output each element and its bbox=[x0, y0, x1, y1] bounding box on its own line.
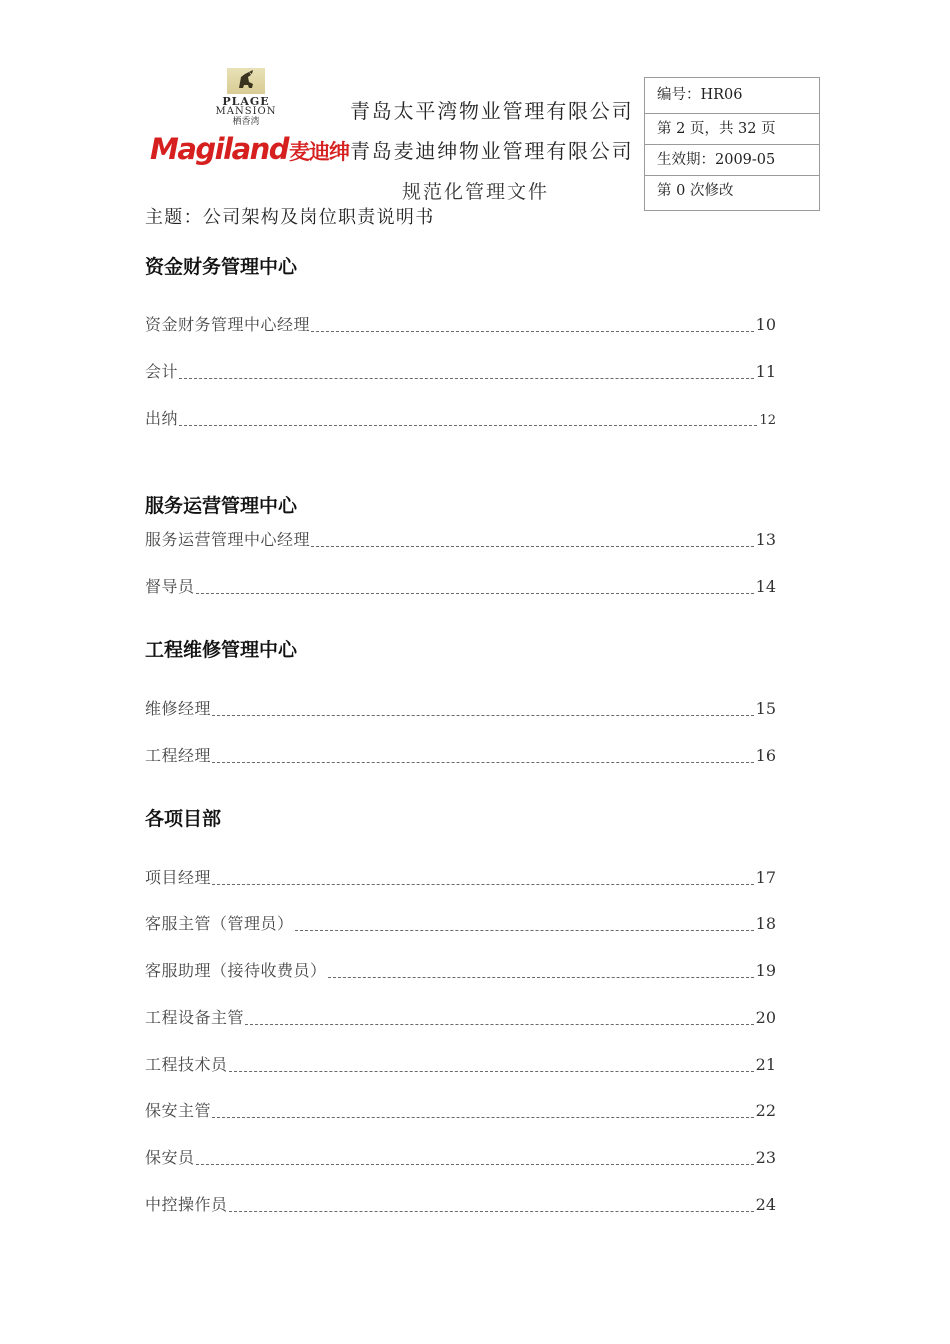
toc-entry[interactable] bbox=[145, 1193, 776, 1217]
page-count: 第 2 页，共 32 页 bbox=[645, 114, 819, 145]
magiland-logo-cn: 麦迪绅 bbox=[289, 140, 350, 164]
document-subject: 主题：公司架构及岗位职责说明书 bbox=[145, 207, 435, 228]
effective-date: 生效期：2009-05 bbox=[645, 145, 819, 176]
toc-entry-page: 20 bbox=[755, 1008, 776, 1027]
toc-entry-label: 保安主管 bbox=[145, 1101, 212, 1120]
section-title: 工程维修管理中心 bbox=[145, 639, 298, 661]
toc-entry-label: 中控操作员 bbox=[145, 1195, 228, 1214]
toc-entry-label: 工程经理 bbox=[145, 746, 212, 765]
toc-entry[interactable] bbox=[145, 1146, 776, 1170]
toc-entry[interactable] bbox=[145, 575, 776, 599]
toc-entry-page: 11 bbox=[755, 362, 776, 381]
toc-leader bbox=[212, 883, 754, 885]
toc-entry[interactable] bbox=[145, 528, 776, 552]
toc-entry[interactable] bbox=[145, 360, 776, 384]
toc-leader bbox=[212, 761, 754, 763]
toc-entry-label: 会计 bbox=[145, 362, 179, 381]
toc-entry-page: 10 bbox=[755, 315, 776, 334]
toc-entry-label: 客服主管（管理员） bbox=[145, 914, 294, 933]
toc-entry[interactable] bbox=[145, 1099, 776, 1123]
toc-entry-label: 工程技术员 bbox=[145, 1055, 228, 1074]
toc-leader bbox=[328, 976, 754, 978]
document-code: 编号：HR06 bbox=[645, 78, 819, 114]
toc-leader bbox=[196, 1163, 754, 1165]
toc-leader bbox=[179, 377, 754, 379]
toc-leader bbox=[179, 424, 757, 426]
toc-leader bbox=[229, 1210, 754, 1212]
toc-entry[interactable] bbox=[145, 1053, 776, 1077]
toc-entry-label: 资金财务管理中心经理 bbox=[145, 315, 311, 334]
plage-logo-line1: PLAGE bbox=[222, 95, 270, 108]
toc-leader bbox=[229, 1070, 754, 1072]
plage-logo-line2: MANSION bbox=[215, 106, 277, 117]
section-title: 各项目部 bbox=[145, 808, 222, 830]
toc-entry-label: 保安员 bbox=[145, 1148, 195, 1167]
toc-entry-page: 17 bbox=[755, 868, 776, 887]
toc-entry-page: 16 bbox=[755, 746, 776, 765]
document-info-box bbox=[644, 77, 820, 211]
plage-mansion-logo bbox=[200, 68, 292, 126]
toc-entry[interactable] bbox=[145, 697, 776, 721]
toc-entry-page: 18 bbox=[755, 914, 776, 933]
toc-entry-page: 21 bbox=[755, 1055, 776, 1074]
toc-entry-label: 服务运营管理中心经理 bbox=[145, 530, 311, 549]
toc-entry[interactable] bbox=[145, 866, 776, 890]
company-name-2: 青岛麦迪绅物业管理有限公司 bbox=[350, 139, 634, 163]
toc-entry[interactable] bbox=[145, 744, 776, 768]
toc-entry-page: 19 bbox=[755, 961, 776, 980]
toc-entry-page: 14 bbox=[755, 577, 776, 596]
toc-entry-page: 12 bbox=[759, 413, 776, 428]
toc-entry-label: 工程设备主管 bbox=[145, 1008, 245, 1027]
toc-entry[interactable] bbox=[145, 959, 776, 983]
toc-entry-page: 24 bbox=[755, 1195, 776, 1214]
toc-entry-label: 维修经理 bbox=[145, 699, 212, 718]
toc-entry-page: 15 bbox=[755, 699, 776, 718]
toc-entry-label: 督导员 bbox=[145, 577, 195, 596]
toc-leader bbox=[311, 330, 754, 332]
toc-entry-page: 22 bbox=[755, 1101, 776, 1120]
company-name-1: 青岛太平湾物业管理有限公司 bbox=[350, 99, 634, 123]
toc-leader bbox=[311, 545, 754, 547]
section-title: 服务运营管理中心 bbox=[145, 495, 298, 517]
toc-entry-page: 13 bbox=[755, 530, 776, 549]
section-title: 资金财务管理中心 bbox=[145, 256, 298, 278]
toc-entry[interactable] bbox=[145, 407, 776, 431]
toc-entry[interactable] bbox=[145, 1006, 776, 1030]
toc-leader bbox=[295, 929, 754, 931]
revision-number: 第 0 次修改 bbox=[657, 183, 734, 199]
toc-entry-label: 项目经理 bbox=[145, 868, 212, 887]
toc-entry-label: 出纳 bbox=[145, 409, 179, 428]
magiland-logo-en: Magiland bbox=[150, 132, 289, 166]
toc-leader bbox=[196, 592, 754, 594]
plage-mansion-emblem-icon bbox=[227, 68, 265, 94]
document-type: 规范化管理文件 bbox=[402, 181, 550, 203]
toc-entry-label: 客服助理（接待收费员） bbox=[145, 961, 327, 980]
plage-logo-line3: 栖香湾 bbox=[232, 117, 260, 127]
toc-entry[interactable] bbox=[145, 313, 776, 337]
toc-entry[interactable] bbox=[145, 912, 776, 936]
toc-leader bbox=[212, 1116, 754, 1118]
magiland-logo bbox=[150, 132, 349, 168]
toc-entry-page: 23 bbox=[755, 1148, 776, 1167]
toc-leader bbox=[245, 1023, 754, 1025]
toc-leader bbox=[212, 714, 754, 716]
